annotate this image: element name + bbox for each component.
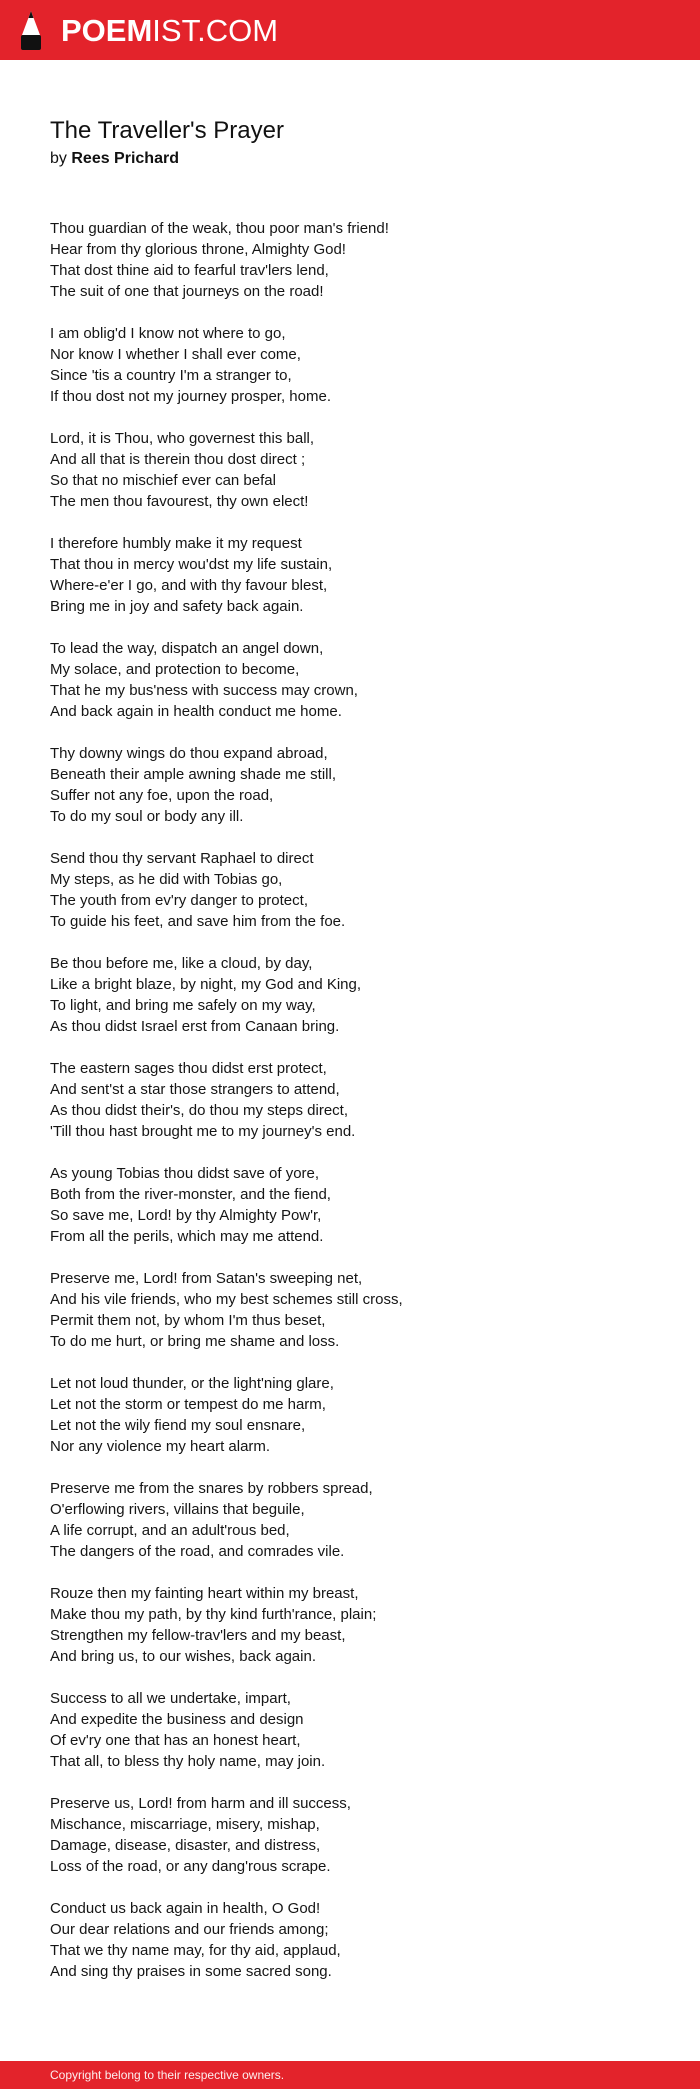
stanza	[50, 1793, 660, 1877]
poem-line: Like a bright blaze, by night, my God and King,	[50, 976, 362, 993]
byline	[50, 148, 660, 170]
poem-line: As young Tobias thou didst save of yore,	[50, 1165, 320, 1182]
stanza	[50, 1583, 660, 1667]
site-footer	[0, 2061, 700, 2089]
poem-line: I therefore humbly make it my request	[50, 535, 302, 552]
stanza	[50, 533, 660, 617]
poem-line: That dost thine aid to fearful trav'lers lend,	[50, 262, 329, 279]
poem-line: Our dear relations and our friends among;	[50, 1921, 329, 1938]
poem-line: Suffer not any foe, upon the road,	[50, 787, 274, 804]
poem-line: That all, to bless thy holy name, may join.	[50, 1753, 326, 1770]
byline-prefix: by	[50, 150, 67, 167]
stanza	[50, 638, 660, 722]
poem-line: And back again in health conduct me home.	[50, 703, 342, 720]
pencil-logo-icon[interactable]	[17, 9, 45, 51]
poem-line: The eastern sages thou didst erst protect,	[50, 1060, 327, 1077]
poem-line: To lead the way, dispatch an angel down,	[50, 640, 324, 657]
poem-line: Nor any violence my heart alarm.	[50, 1438, 271, 1455]
poem-line: Preserve us, Lord! from harm and ill success,	[50, 1795, 351, 1812]
poem-line: So save me, Lord! by thy Almighty Pow'r,	[50, 1207, 322, 1224]
poem-line: And sing thy praises in some sacred song.	[50, 1963, 332, 1980]
poem-line: Bring me in joy and safety back again.	[50, 598, 304, 615]
poem-line: Loss of the road, or any dang'rous scrape.	[50, 1858, 331, 1875]
stanza	[50, 1373, 660, 1457]
poem-line: As thou didst Israel erst from Canaan bring.	[50, 1018, 340, 1035]
poem-line: That we thy name may, for thy aid, applaud,	[50, 1942, 341, 1959]
author-name: Rees Prichard	[71, 150, 179, 167]
poem-line: Damage, disease, disaster, and distress,	[50, 1837, 321, 1854]
site-header	[0, 0, 700, 60]
poem-body	[50, 218, 660, 2003]
poem-line: O'erflowing rivers, villains that beguile,	[50, 1501, 305, 1518]
poem-line: Hear from thy glorious throne, Almighty God!	[50, 241, 346, 258]
poem-line: Both from the river-monster, and the fiend,	[50, 1186, 331, 1203]
poem-line: My solace, and protection to become,	[50, 661, 300, 678]
poem-line: I am oblig'd I know not where to go,	[50, 325, 286, 342]
poem-heading	[50, 114, 660, 170]
stanza	[50, 1268, 660, 1352]
logo-rest-text: IST.COM	[152, 12, 279, 48]
stanza	[50, 323, 660, 407]
stanza	[50, 1898, 660, 1982]
poem-line: To guide his feet, and save him from the foe.	[50, 913, 346, 930]
poem-line: If thou dost not my journey prosper, home.	[50, 388, 331, 405]
poem-line: Be thou before me, like a cloud, by day,	[50, 955, 313, 972]
poem-title: The Traveller's Prayer	[50, 117, 284, 144]
logo-bold-text: POEM	[61, 12, 153, 48]
poem-line: That thou in mercy wou'dst my life sustain,	[50, 556, 333, 573]
poem-line: Send thou thy servant Raphael to direct	[50, 850, 314, 867]
stanza	[50, 428, 660, 512]
stanza	[50, 848, 660, 932]
poem-line: Preserve me, Lord! from Satan's sweeping net,	[50, 1270, 363, 1287]
copyright-text: Copyright belong to their respective owners.	[50, 2068, 285, 2082]
poem-line: The suit of one that journeys on the road!	[50, 283, 324, 300]
poem-line: To do me hurt, or bring me shame and loss.	[50, 1333, 340, 1350]
stanza	[50, 1163, 660, 1247]
poem-line: So that no mischief ever can befal	[50, 472, 276, 489]
poem-line: Rouze then my fainting heart within my breast,	[50, 1585, 359, 1602]
stanza	[50, 1688, 660, 1772]
stanza	[50, 743, 660, 827]
poem-line: Let not loud thunder, or the light'ning glare,	[50, 1375, 334, 1392]
poem-line: Nor know I whether I shall ever come,	[50, 346, 301, 363]
poem-line: Lord, it is Thou, who governest this ball,	[50, 430, 315, 447]
poem-line: Success to all we undertake, impart,	[50, 1690, 291, 1707]
poem-line: To light, and bring me safely on my way,	[50, 997, 316, 1014]
poem-line: Where-e'er I go, and with thy favour blest,	[50, 577, 328, 594]
poem-line: My steps, as he did with Tobias go,	[50, 871, 283, 888]
stanza	[50, 218, 660, 302]
poem-line: Permit them not, by whom I'm thus beset,	[50, 1312, 326, 1329]
poem-line: Thy downy wings do thou expand abroad,	[50, 745, 328, 762]
poem-line: Of ev'ry one that has an honest heart,	[50, 1732, 301, 1749]
poem-line: To do my soul or body any ill.	[50, 808, 244, 825]
poem-line: And his vile friends, who my best schemes still cross,	[50, 1291, 403, 1308]
poem-line: The dangers of the road, and comrades vile.	[50, 1543, 345, 1560]
poem-line: Conduct us back again in health, O God!	[50, 1900, 321, 1917]
poem-line: 'Till thou hast brought me to my journey's end.	[50, 1123, 356, 1140]
poem-line: Since 'tis a country I'm a stranger to,	[50, 367, 292, 384]
poem-line: A life corrupt, and an adult'rous bed,	[50, 1522, 290, 1539]
poem-line: Let not the storm or tempest do me harm,	[50, 1396, 326, 1413]
poem-line: Let not the wily fiend my soul ensnare,	[50, 1417, 306, 1434]
poem-line: Mischance, miscarriage, misery, mishap,	[50, 1816, 320, 1833]
poem-line: Beneath their ample awning shade me still,	[50, 766, 336, 783]
poem-line: As thou didst their's, do thou my steps direct,	[50, 1102, 349, 1119]
stanza	[50, 953, 660, 1037]
poem-line: The men thou favourest, thy own elect!	[50, 493, 309, 510]
poem-line: And expedite the business and design	[50, 1711, 304, 1728]
poem-line: From all the perils, which may me attend.	[50, 1228, 324, 1245]
poem-line: And all that is therein thou dost direct ;	[50, 451, 306, 468]
poem-line: Thou guardian of the weak, thou poor man's friend!	[50, 220, 389, 237]
stanza	[50, 1478, 660, 1562]
poem-line: Make thou my path, by thy kind furth'rance, plain;	[50, 1606, 377, 1623]
poem-line: And sent'st a star those strangers to attend,	[50, 1081, 340, 1098]
poem-line: That he my bus'ness with success may crown,	[50, 682, 358, 699]
poem-line: Strengthen my fellow-trav'lers and my beast,	[50, 1627, 346, 1644]
poem-line: The youth from ev'ry danger to protect,	[50, 892, 308, 909]
site-logo[interactable]	[61, 12, 279, 48]
poem-line: And bring us, to our wishes, back again.	[50, 1648, 316, 1665]
poem-line: Preserve me from the snares by robbers spread,	[50, 1480, 373, 1497]
stanza	[50, 1058, 660, 1142]
